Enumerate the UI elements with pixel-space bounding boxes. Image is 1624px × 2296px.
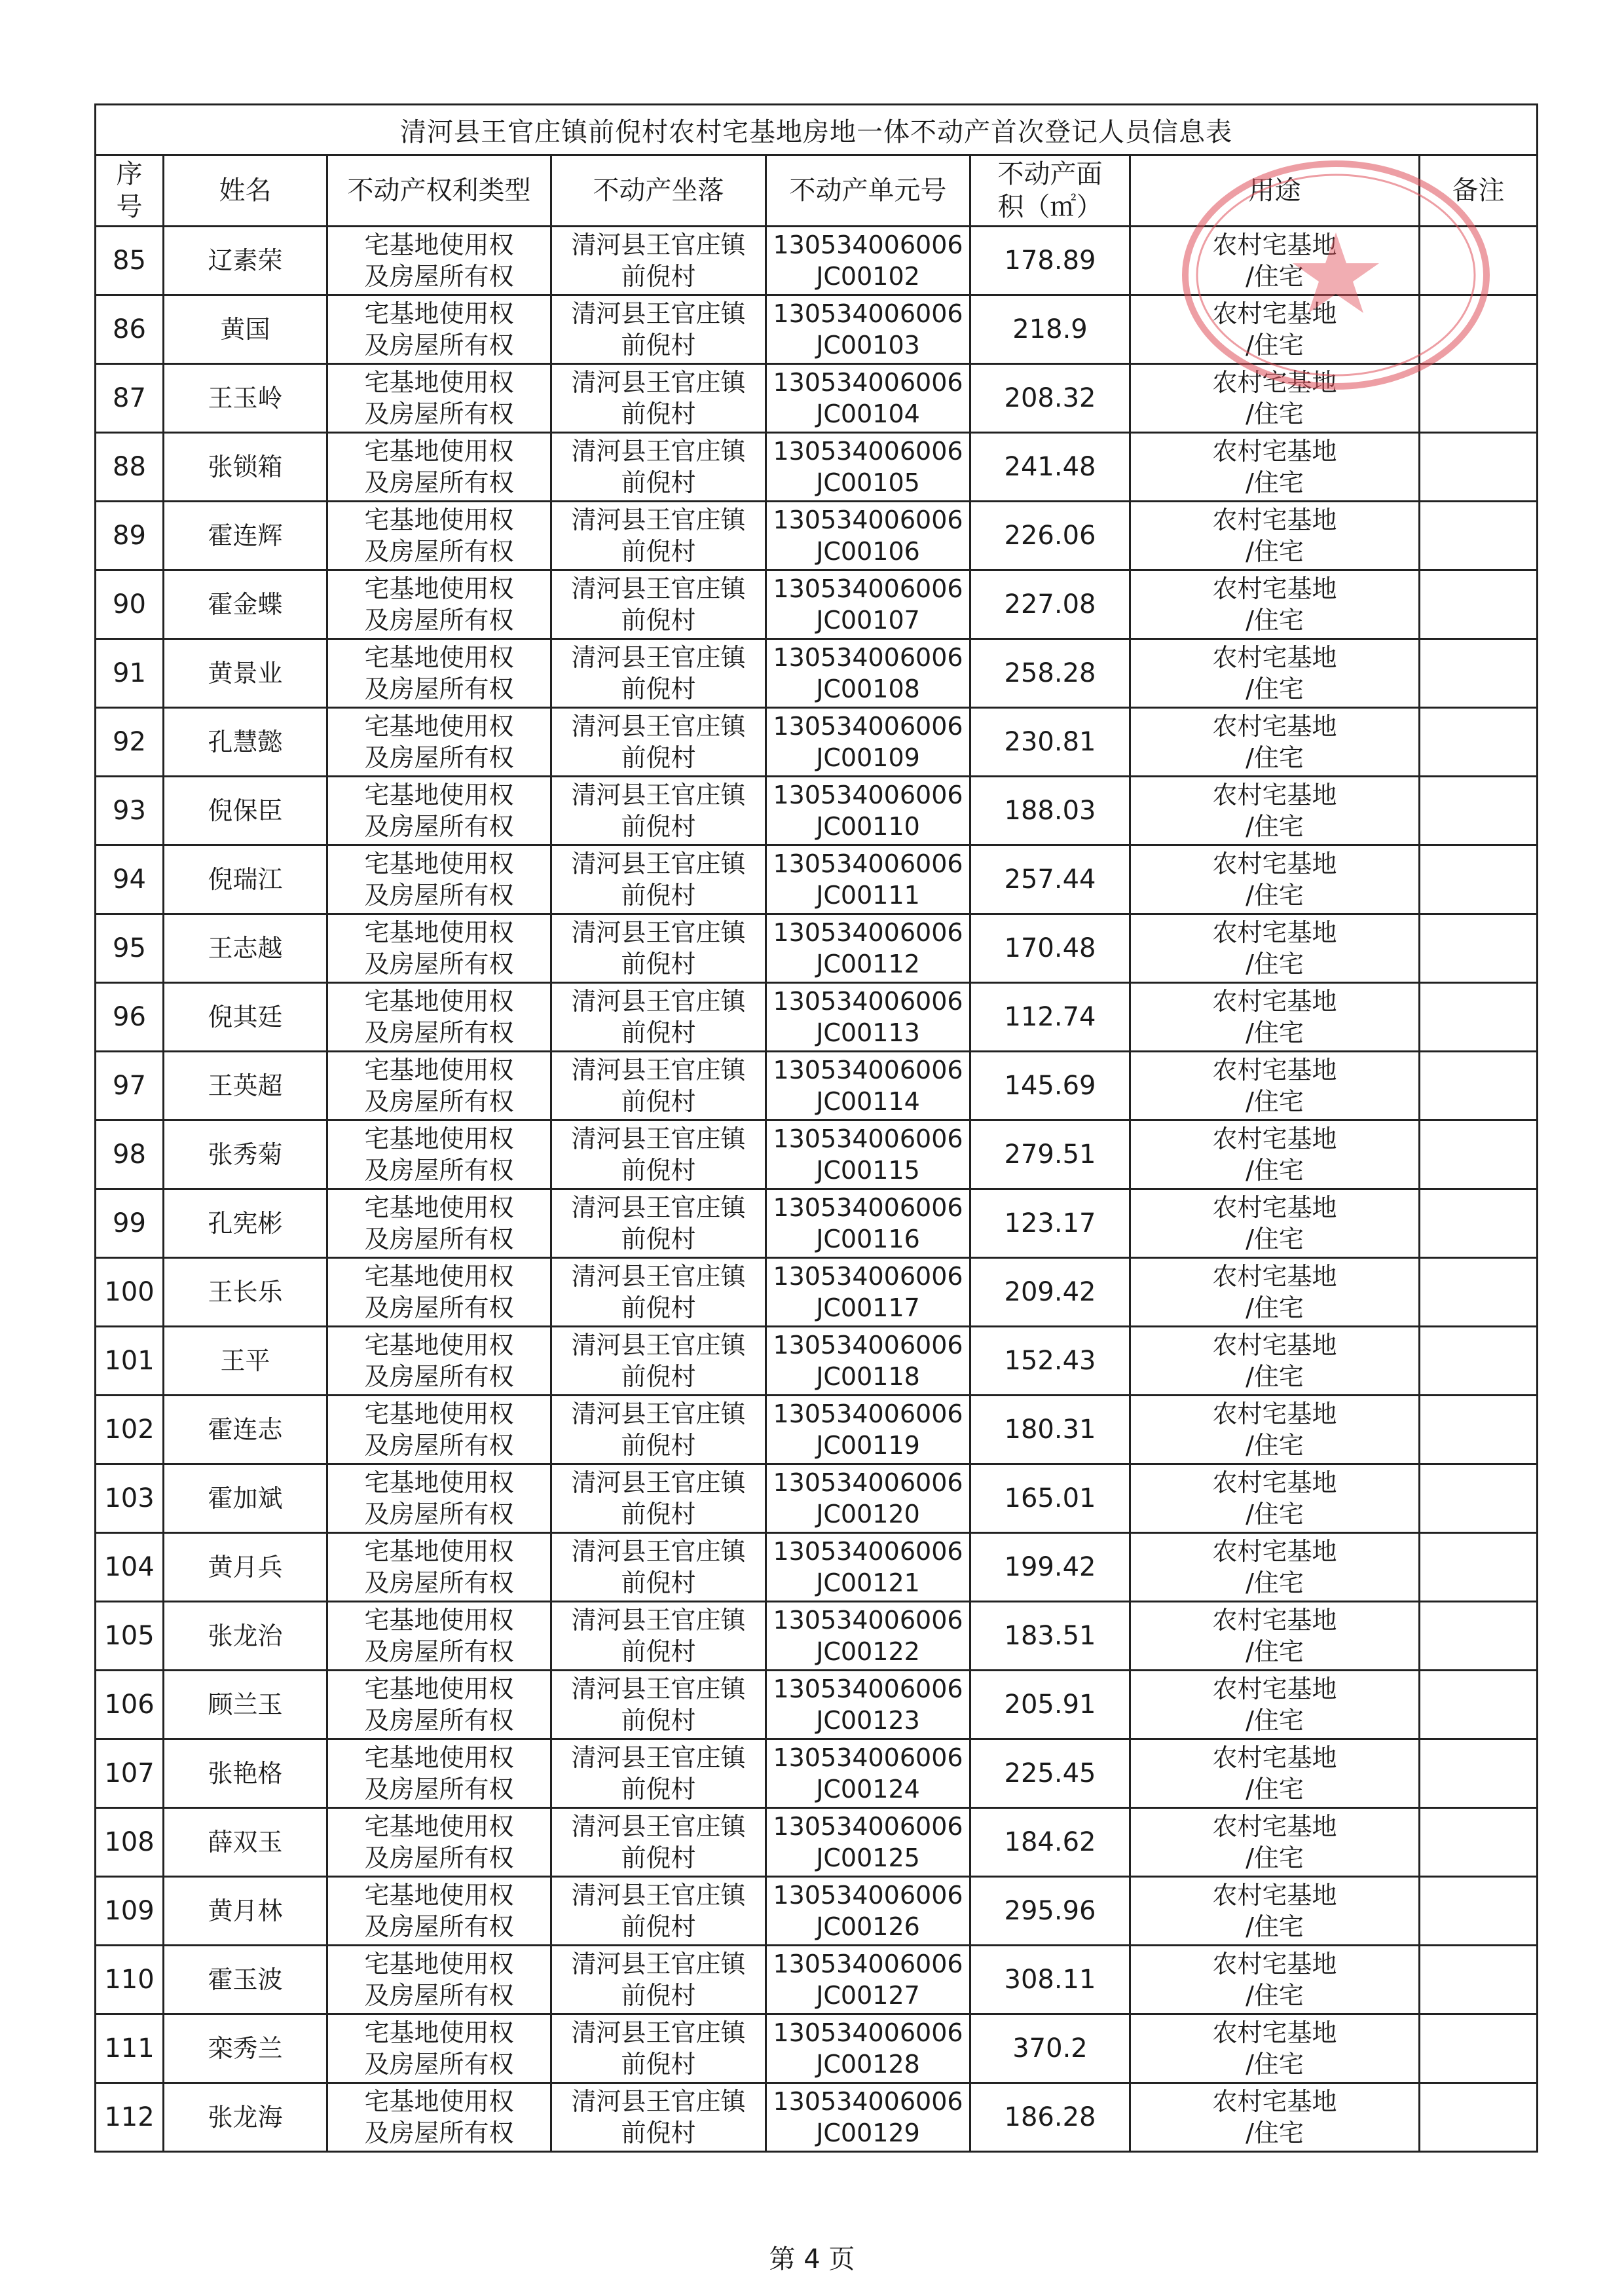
row-usage: 农村宅基地 /住宅	[1130, 1739, 1420, 1808]
row-area: 165.01	[970, 1464, 1130, 1533]
row-location: 清河县王官庄镇 前倪村	[551, 1258, 766, 1327]
row-area: 184.62	[970, 1808, 1130, 1877]
row-unit-no: 130534006006 JC00125	[766, 1808, 970, 1877]
row-right-type: 宅基地使用权 及房屋所有权	[327, 1052, 551, 1120]
row-name: 王英超	[164, 1052, 327, 1120]
row-name: 薛双玉	[164, 1808, 327, 1877]
row-remark	[1420, 1052, 1538, 1120]
row-location: 清河县王官庄镇 前倪村	[551, 983, 766, 1052]
row-usage: 农村宅基地 /住宅	[1130, 1396, 1420, 1464]
row-seq: 96	[96, 983, 164, 1052]
row-unit-no: 130534006006 JC00121	[766, 1533, 970, 1602]
header-name: 姓名	[164, 155, 327, 227]
row-remark	[1420, 570, 1538, 639]
row-seq: 100	[96, 1258, 164, 1327]
row-usage: 农村宅基地 /住宅	[1130, 1052, 1420, 1120]
table-row	[96, 1946, 1538, 2014]
row-unit-no: 130534006006 JC00119	[766, 1396, 970, 1464]
row-remark	[1420, 2014, 1538, 2083]
row-right-type: 宅基地使用权 及房屋所有权	[327, 433, 551, 502]
row-remark	[1420, 1258, 1538, 1327]
row-unit-no: 130534006006 JC00107	[766, 570, 970, 639]
row-location: 清河县王官庄镇 前倪村	[551, 1464, 766, 1533]
row-right-type: 宅基地使用权 及房屋所有权	[327, 1396, 551, 1464]
row-area: 308.11	[970, 1946, 1130, 2014]
row-right-type: 宅基地使用权 及房屋所有权	[327, 2083, 551, 2152]
row-right-type: 宅基地使用权 及房屋所有权	[327, 845, 551, 914]
row-area: 208.32	[970, 364, 1130, 433]
row-unit-no: 130534006006 JC00129	[766, 2083, 970, 2152]
row-location: 清河县王官庄镇 前倪村	[551, 708, 766, 777]
row-remark	[1420, 639, 1538, 708]
row-area: 226.06	[970, 502, 1130, 570]
row-right-type: 宅基地使用权 及房屋所有权	[327, 1189, 551, 1258]
row-name: 张艳格	[164, 1739, 327, 1808]
row-usage: 农村宅基地 /住宅	[1130, 227, 1420, 295]
row-name: 黄月林	[164, 1877, 327, 1946]
row-remark	[1420, 1808, 1538, 1877]
row-unit-no: 130534006006 JC00110	[766, 777, 970, 845]
table-row	[96, 1877, 1538, 1946]
row-unit-no: 130534006006 JC00128	[766, 2014, 970, 2083]
table-row	[96, 570, 1538, 639]
row-unit-no: 130534006006 JC00120	[766, 1464, 970, 1533]
table-row	[96, 983, 1538, 1052]
row-location: 清河县王官庄镇 前倪村	[551, 1739, 766, 1808]
row-area: 152.43	[970, 1327, 1130, 1396]
row-unit-no: 130534006006 JC00117	[766, 1258, 970, 1327]
table-body	[96, 227, 1538, 2152]
row-remark	[1420, 777, 1538, 845]
row-location: 清河县王官庄镇 前倪村	[551, 1877, 766, 1946]
row-location: 清河县王官庄镇 前倪村	[551, 2083, 766, 2152]
row-name: 黄国	[164, 295, 327, 364]
table-row	[96, 2014, 1538, 2083]
row-right-type: 宅基地使用权 及房屋所有权	[327, 1877, 551, 1946]
row-right-type: 宅基地使用权 及房屋所有权	[327, 1258, 551, 1327]
row-area: 205.91	[970, 1671, 1130, 1739]
row-remark	[1420, 1739, 1538, 1808]
row-remark	[1420, 295, 1538, 364]
row-seq: 88	[96, 433, 164, 502]
row-seq: 111	[96, 2014, 164, 2083]
row-usage: 农村宅基地 /住宅	[1130, 845, 1420, 914]
row-unit-no: 130534006006 JC00124	[766, 1739, 970, 1808]
table-row	[96, 295, 1538, 364]
row-remark	[1420, 1671, 1538, 1739]
row-seq: 109	[96, 1877, 164, 1946]
row-location: 清河县王官庄镇 前倪村	[551, 2014, 766, 2083]
row-seq: 106	[96, 1671, 164, 1739]
row-unit-no: 130534006006 JC00115	[766, 1120, 970, 1189]
table-row	[96, 433, 1538, 502]
row-area: 279.51	[970, 1120, 1130, 1189]
row-name: 孔慧懿	[164, 708, 327, 777]
row-usage: 农村宅基地 /住宅	[1130, 1808, 1420, 1877]
row-remark	[1420, 1396, 1538, 1464]
row-right-type: 宅基地使用权 及房屋所有权	[327, 1327, 551, 1396]
row-usage: 农村宅基地 /住宅	[1130, 1533, 1420, 1602]
row-area: 112.74	[970, 983, 1130, 1052]
row-remark	[1420, 2083, 1538, 2152]
row-location: 清河县王官庄镇 前倪村	[551, 1671, 766, 1739]
row-name: 辽素荣	[164, 227, 327, 295]
table-row	[96, 1052, 1538, 1120]
row-remark	[1420, 1189, 1538, 1258]
row-remark	[1420, 914, 1538, 983]
row-unit-no: 130534006006 JC00112	[766, 914, 970, 983]
row-right-type: 宅基地使用权 及房屋所有权	[327, 570, 551, 639]
table-row	[96, 639, 1538, 708]
row-unit-no: 130534006006 JC00104	[766, 364, 970, 433]
row-usage: 农村宅基地 /住宅	[1130, 364, 1420, 433]
row-remark	[1420, 1877, 1538, 1946]
row-unit-no: 130534006006 JC00109	[766, 708, 970, 777]
header-unit-no: 不动产单元号	[766, 155, 970, 227]
table-title: 清河县王官庄镇前倪村农村宅基地房地一体不动产首次登记人员信息表	[96, 105, 1538, 155]
row-usage: 农村宅基地 /住宅	[1130, 708, 1420, 777]
row-remark	[1420, 1464, 1538, 1533]
row-location: 清河县王官庄镇 前倪村	[551, 845, 766, 914]
table-row	[96, 1808, 1538, 1877]
table-row	[96, 708, 1538, 777]
header-row	[96, 155, 1538, 227]
row-name: 栾秀兰	[164, 2014, 327, 2083]
row-location: 清河县王官庄镇 前倪村	[551, 502, 766, 570]
row-remark	[1420, 983, 1538, 1052]
row-location: 清河县王官庄镇 前倪村	[551, 364, 766, 433]
row-remark	[1420, 364, 1538, 433]
table-row	[96, 364, 1538, 433]
row-location: 清河县王官庄镇 前倪村	[551, 1396, 766, 1464]
row-seq: 110	[96, 1946, 164, 2014]
row-name: 孔宪彬	[164, 1189, 327, 1258]
row-usage: 农村宅基地 /住宅	[1130, 1327, 1420, 1396]
row-seq: 94	[96, 845, 164, 914]
row-remark	[1420, 1120, 1538, 1189]
row-usage: 农村宅基地 /住宅	[1130, 1671, 1420, 1739]
row-right-type: 宅基地使用权 及房屋所有权	[327, 639, 551, 708]
row-name: 顾兰玉	[164, 1671, 327, 1739]
row-location: 清河县王官庄镇 前倪村	[551, 639, 766, 708]
row-usage: 农村宅基地 /住宅	[1130, 983, 1420, 1052]
row-name: 倪其廷	[164, 983, 327, 1052]
row-name: 霍玉波	[164, 1946, 327, 2014]
row-remark	[1420, 1946, 1538, 2014]
row-usage: 农村宅基地 /住宅	[1130, 1258, 1420, 1327]
row-usage: 农村宅基地 /住宅	[1130, 1189, 1420, 1258]
row-location: 清河县王官庄镇 前倪村	[551, 1327, 766, 1396]
row-seq: 85	[96, 227, 164, 295]
row-seq: 101	[96, 1327, 164, 1396]
row-name: 王平	[164, 1327, 327, 1396]
table-row	[96, 1396, 1538, 1464]
row-seq: 93	[96, 777, 164, 845]
table-row	[96, 1739, 1538, 1808]
row-seq: 105	[96, 1602, 164, 1671]
row-seq: 86	[96, 295, 164, 364]
row-unit-no: 130534006006 JC00122	[766, 1602, 970, 1671]
page-number: 第 4 页	[769, 2244, 855, 2274]
row-remark	[1420, 708, 1538, 777]
row-area: 180.31	[970, 1396, 1130, 1464]
row-area: 188.03	[970, 777, 1130, 845]
row-right-type: 宅基地使用权 及房屋所有权	[327, 708, 551, 777]
row-name: 霍金蝶	[164, 570, 327, 639]
row-name: 张龙海	[164, 2083, 327, 2152]
row-right-type: 宅基地使用权 及房屋所有权	[327, 1602, 551, 1671]
table-row	[96, 1258, 1538, 1327]
header-area: 不动产面 积（㎡）	[970, 155, 1130, 227]
row-area: 199.42	[970, 1533, 1130, 1602]
row-remark	[1420, 845, 1538, 914]
row-area: 218.9	[970, 295, 1130, 364]
row-unit-no: 130534006006 JC00114	[766, 1052, 970, 1120]
table-row	[96, 1602, 1538, 1671]
row-name: 张秀菊	[164, 1120, 327, 1189]
row-usage: 农村宅基地 /住宅	[1130, 570, 1420, 639]
table-row	[96, 2083, 1538, 2152]
row-remark	[1420, 502, 1538, 570]
row-unit-no: 130534006006 JC00108	[766, 639, 970, 708]
row-area: 241.48	[970, 433, 1130, 502]
row-usage: 农村宅基地 /住宅	[1130, 1946, 1420, 2014]
row-seq: 97	[96, 1052, 164, 1120]
row-unit-no: 130534006006 JC00106	[766, 502, 970, 570]
row-location: 清河县王官庄镇 前倪村	[551, 1946, 766, 2014]
row-area: 209.42	[970, 1258, 1130, 1327]
row-remark	[1420, 1533, 1538, 1602]
row-usage: 农村宅基地 /住宅	[1130, 502, 1420, 570]
registration-table	[94, 103, 1538, 2153]
row-unit-no: 130534006006 JC00116	[766, 1189, 970, 1258]
row-location: 清河县王官庄镇 前倪村	[551, 914, 766, 983]
table-row	[96, 502, 1538, 570]
row-area: 178.89	[970, 227, 1130, 295]
row-usage: 农村宅基地 /住宅	[1130, 2014, 1420, 2083]
row-usage: 农村宅基地 /住宅	[1130, 1464, 1420, 1533]
row-location: 清河县王官庄镇 前倪村	[551, 1533, 766, 1602]
row-right-type: 宅基地使用权 及房屋所有权	[327, 1533, 551, 1602]
row-usage: 农村宅基地 /住宅	[1130, 777, 1420, 845]
row-unit-no: 130534006006 JC00127	[766, 1946, 970, 2014]
row-right-type: 宅基地使用权 及房屋所有权	[327, 777, 551, 845]
row-usage: 农村宅基地 /住宅	[1130, 914, 1420, 983]
row-name: 王长乐	[164, 1258, 327, 1327]
row-remark	[1420, 1327, 1538, 1396]
row-usage: 农村宅基地 /住宅	[1130, 295, 1420, 364]
table-row	[96, 777, 1538, 845]
row-right-type: 宅基地使用权 及房屋所有权	[327, 1946, 551, 2014]
row-right-type: 宅基地使用权 及房屋所有权	[327, 364, 551, 433]
table-row	[96, 1671, 1538, 1739]
row-seq: 99	[96, 1189, 164, 1258]
row-seq: 92	[96, 708, 164, 777]
row-unit-no: 130534006006 JC00105	[766, 433, 970, 502]
row-right-type: 宅基地使用权 及房屋所有权	[327, 227, 551, 295]
row-right-type: 宅基地使用权 及房屋所有权	[327, 502, 551, 570]
row-name: 倪瑞江	[164, 845, 327, 914]
row-unit-no: 130534006006 JC00118	[766, 1327, 970, 1396]
row-right-type: 宅基地使用权 及房屋所有权	[327, 1671, 551, 1739]
row-unit-no: 130534006006 JC00103	[766, 295, 970, 364]
row-usage: 农村宅基地 /住宅	[1130, 2083, 1420, 2152]
row-right-type: 宅基地使用权 及房屋所有权	[327, 983, 551, 1052]
row-location: 清河县王官庄镇 前倪村	[551, 227, 766, 295]
row-usage: 农村宅基地 /住宅	[1130, 1602, 1420, 1671]
row-right-type: 宅基地使用权 及房屋所有权	[327, 295, 551, 364]
row-usage: 农村宅基地 /住宅	[1130, 433, 1420, 502]
row-seq: 102	[96, 1396, 164, 1464]
table-row	[96, 1189, 1538, 1258]
row-area: 370.2	[970, 2014, 1130, 2083]
row-seq: 112	[96, 2083, 164, 2152]
row-area: 258.28	[970, 639, 1130, 708]
row-right-type: 宅基地使用权 及房屋所有权	[327, 1464, 551, 1533]
row-name: 霍加斌	[164, 1464, 327, 1533]
row-seq: 91	[96, 639, 164, 708]
table-row	[96, 845, 1538, 914]
row-name: 王玉岭	[164, 364, 327, 433]
row-area: 225.45	[970, 1739, 1130, 1808]
table-row	[96, 914, 1538, 983]
row-location: 清河县王官庄镇 前倪村	[551, 1052, 766, 1120]
row-name: 黄景业	[164, 639, 327, 708]
header-seq: 序 号	[96, 155, 164, 227]
row-area: 183.51	[970, 1602, 1130, 1671]
row-name: 张锁箱	[164, 433, 327, 502]
row-area: 186.28	[970, 2083, 1130, 2152]
register-sheet	[94, 103, 1536, 2153]
row-area: 230.81	[970, 708, 1130, 777]
row-seq: 90	[96, 570, 164, 639]
row-remark	[1420, 1602, 1538, 1671]
row-area: 170.48	[970, 914, 1130, 983]
row-location: 清河县王官庄镇 前倪村	[551, 777, 766, 845]
table-row	[96, 1120, 1538, 1189]
row-seq: 87	[96, 364, 164, 433]
row-usage: 农村宅基地 /住宅	[1130, 639, 1420, 708]
row-right-type: 宅基地使用权 及房屋所有权	[327, 1120, 551, 1189]
row-remark	[1420, 227, 1538, 295]
row-name: 王志越	[164, 914, 327, 983]
row-unit-no: 130534006006 JC00123	[766, 1671, 970, 1739]
row-location: 清河县王官庄镇 前倪村	[551, 295, 766, 364]
row-seq: 89	[96, 502, 164, 570]
row-name: 黄月兵	[164, 1533, 327, 1602]
row-seq: 103	[96, 1464, 164, 1533]
row-right-type: 宅基地使用权 及房屋所有权	[327, 2014, 551, 2083]
row-area: 145.69	[970, 1052, 1130, 1120]
row-remark	[1420, 433, 1538, 502]
header-usage: 用途	[1130, 155, 1420, 227]
row-area: 227.08	[970, 570, 1130, 639]
row-name: 霍连志	[164, 1396, 327, 1464]
row-location: 清河县王官庄镇 前倪村	[551, 1808, 766, 1877]
row-area: 295.96	[970, 1877, 1130, 1946]
table-row	[96, 1533, 1538, 1602]
row-usage: 农村宅基地 /住宅	[1130, 1120, 1420, 1189]
header-remark: 备注	[1420, 155, 1538, 227]
row-seq: 104	[96, 1533, 164, 1602]
row-unit-no: 130534006006 JC00102	[766, 227, 970, 295]
table-row	[96, 1464, 1538, 1533]
row-location: 清河县王官庄镇 前倪村	[551, 433, 766, 502]
table-row	[96, 227, 1538, 295]
header-right-type: 不动产权利类型	[327, 155, 551, 227]
header-location: 不动产坐落	[551, 155, 766, 227]
row-location: 清河县王官庄镇 前倪村	[551, 1189, 766, 1258]
row-usage: 农村宅基地 /住宅	[1130, 1877, 1420, 1946]
row-seq: 108	[96, 1808, 164, 1877]
row-right-type: 宅基地使用权 及房屋所有权	[327, 914, 551, 983]
row-location: 清河县王官庄镇 前倪村	[551, 1602, 766, 1671]
row-unit-no: 130534006006 JC00111	[766, 845, 970, 914]
row-name: 倪保臣	[164, 777, 327, 845]
row-unit-no: 130534006006 JC00126	[766, 1877, 970, 1946]
table-row	[96, 1327, 1538, 1396]
row-location: 清河县王官庄镇 前倪村	[551, 570, 766, 639]
row-right-type: 宅基地使用权 及房屋所有权	[327, 1808, 551, 1877]
row-right-type: 宅基地使用权 及房屋所有权	[327, 1739, 551, 1808]
row-name: 霍连辉	[164, 502, 327, 570]
row-seq: 107	[96, 1739, 164, 1808]
row-location: 清河县王官庄镇 前倪村	[551, 1120, 766, 1189]
row-area: 123.17	[970, 1189, 1130, 1258]
row-seq: 95	[96, 914, 164, 983]
row-seq: 98	[96, 1120, 164, 1189]
row-name: 张龙治	[164, 1602, 327, 1671]
row-unit-no: 130534006006 JC00113	[766, 983, 970, 1052]
row-area: 257.44	[970, 845, 1130, 914]
